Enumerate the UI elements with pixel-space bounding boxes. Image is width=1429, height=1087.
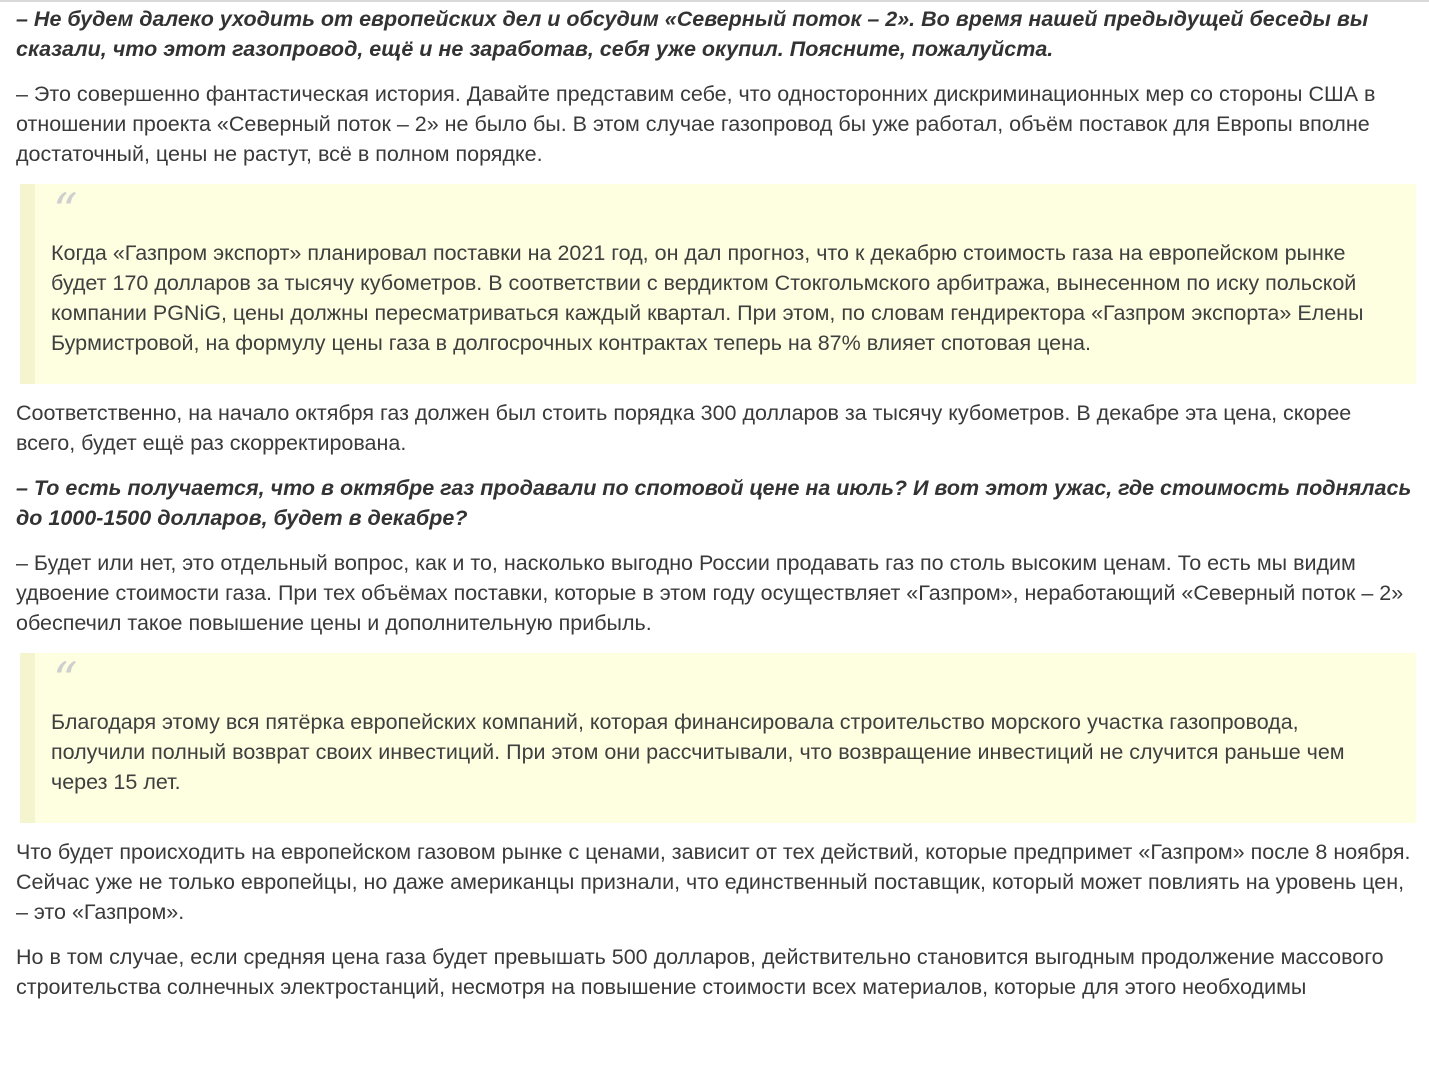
blockquote-2-text: Благодаря этому вся пятёрка европейских компаний, которая финансировала строительство морского участка газопровода, получили полный возврат своих инвестиций. При этом они рассчитывали, что возвращение инвестиций не случится раньше чем через 15 лет. [51,710,1345,794]
interview-question-1: – Не будем далеко уходить от европейских дел и обсудим «Северный поток – 2». Во время нашей предыдущей беседы вы сказали, что этот газопровод, ещё и не заработав, себя уже окупил. Поясните, пожалуйста. [16,7,1369,61]
blockquote-1 [20,184,1416,384]
blockquote-2 [20,653,1416,823]
article-body [16,4,1416,1017]
quote-mark-icon: “ [53,183,78,239]
interview-answer-2: – Будет или нет, это отдельный вопрос, как и то, насколько выгодно России продавать газ по столь высоким ценам. То есть мы видим удвоение стоимости газа. При тех объёмах поставки, которые в этом году осуществляет «Газпром», неработающий «Северный поток – 2» обеспечил такое повышение цены и дополнительную прибыль. [16,551,1404,635]
paragraph-4: Но в том случае, если средняя цена газа будет превышать 500 долларов, действительно становится выгодным продолжение массового строительства солнечных электростанций, несмотря на повышение стоимости всех материалов, которые для этого необходимы [16,945,1384,999]
paragraph-3: Что будет происходить на европейском газовом рынке с ценами, зависит от тех действий, которые предпримет «Газпром» после 8 ноября. Сейчас уже не только европейцы, но даже американцы признали, что единственный поставщик, который может повлиять на уровень цен, – это «Газпром». [16,840,1411,924]
top-divider [0,0,1429,2]
interview-answer-1: – Это совершенно фантастическая история. Давайте представим себе, что односторонних дискриминационных мер со стороны США в отношении проекта «Северный поток – 2» не было бы. В этом случае газопровод бы уже работал, объём поставок для Европы вполне достаточный, цены не растут, всё в полном порядке. [16,82,1376,166]
interview-question-2: – То есть получается, что в октябре газ продавали по спотовой цене на июль? И вот этот ужас, где стоимость поднялась до 1000-1500 долларов, будет в декабре? [16,476,1412,530]
paragraph-2: Соответственно, на начало октября газ должен был стоить порядка 300 долларов за тысячу кубометров. В декабре эта цена, скорее всего, будет ещё раз скорректирована. [16,401,1352,455]
quote-mark-icon: “ [53,652,78,708]
blockquote-1-text: Когда «Газпром экспорт» планировал поставки на 2021 год, он дал прогноз, что к декабрю стоимость газа на европейском рынке будет 170 долларов за тысячу кубометров. В соответствии с вердиктом Стокгольмского арбитража, вынесенном по иску польской компании PGNiG, цены должны пересматриваться каждый квартал. При этом, по словам гендиректора «Газпром экспорта» Елены Бурмистровой, на формулу цены газа в долгосрочных контрактах теперь на 87% влияет спотовая цена. [51,241,1364,355]
